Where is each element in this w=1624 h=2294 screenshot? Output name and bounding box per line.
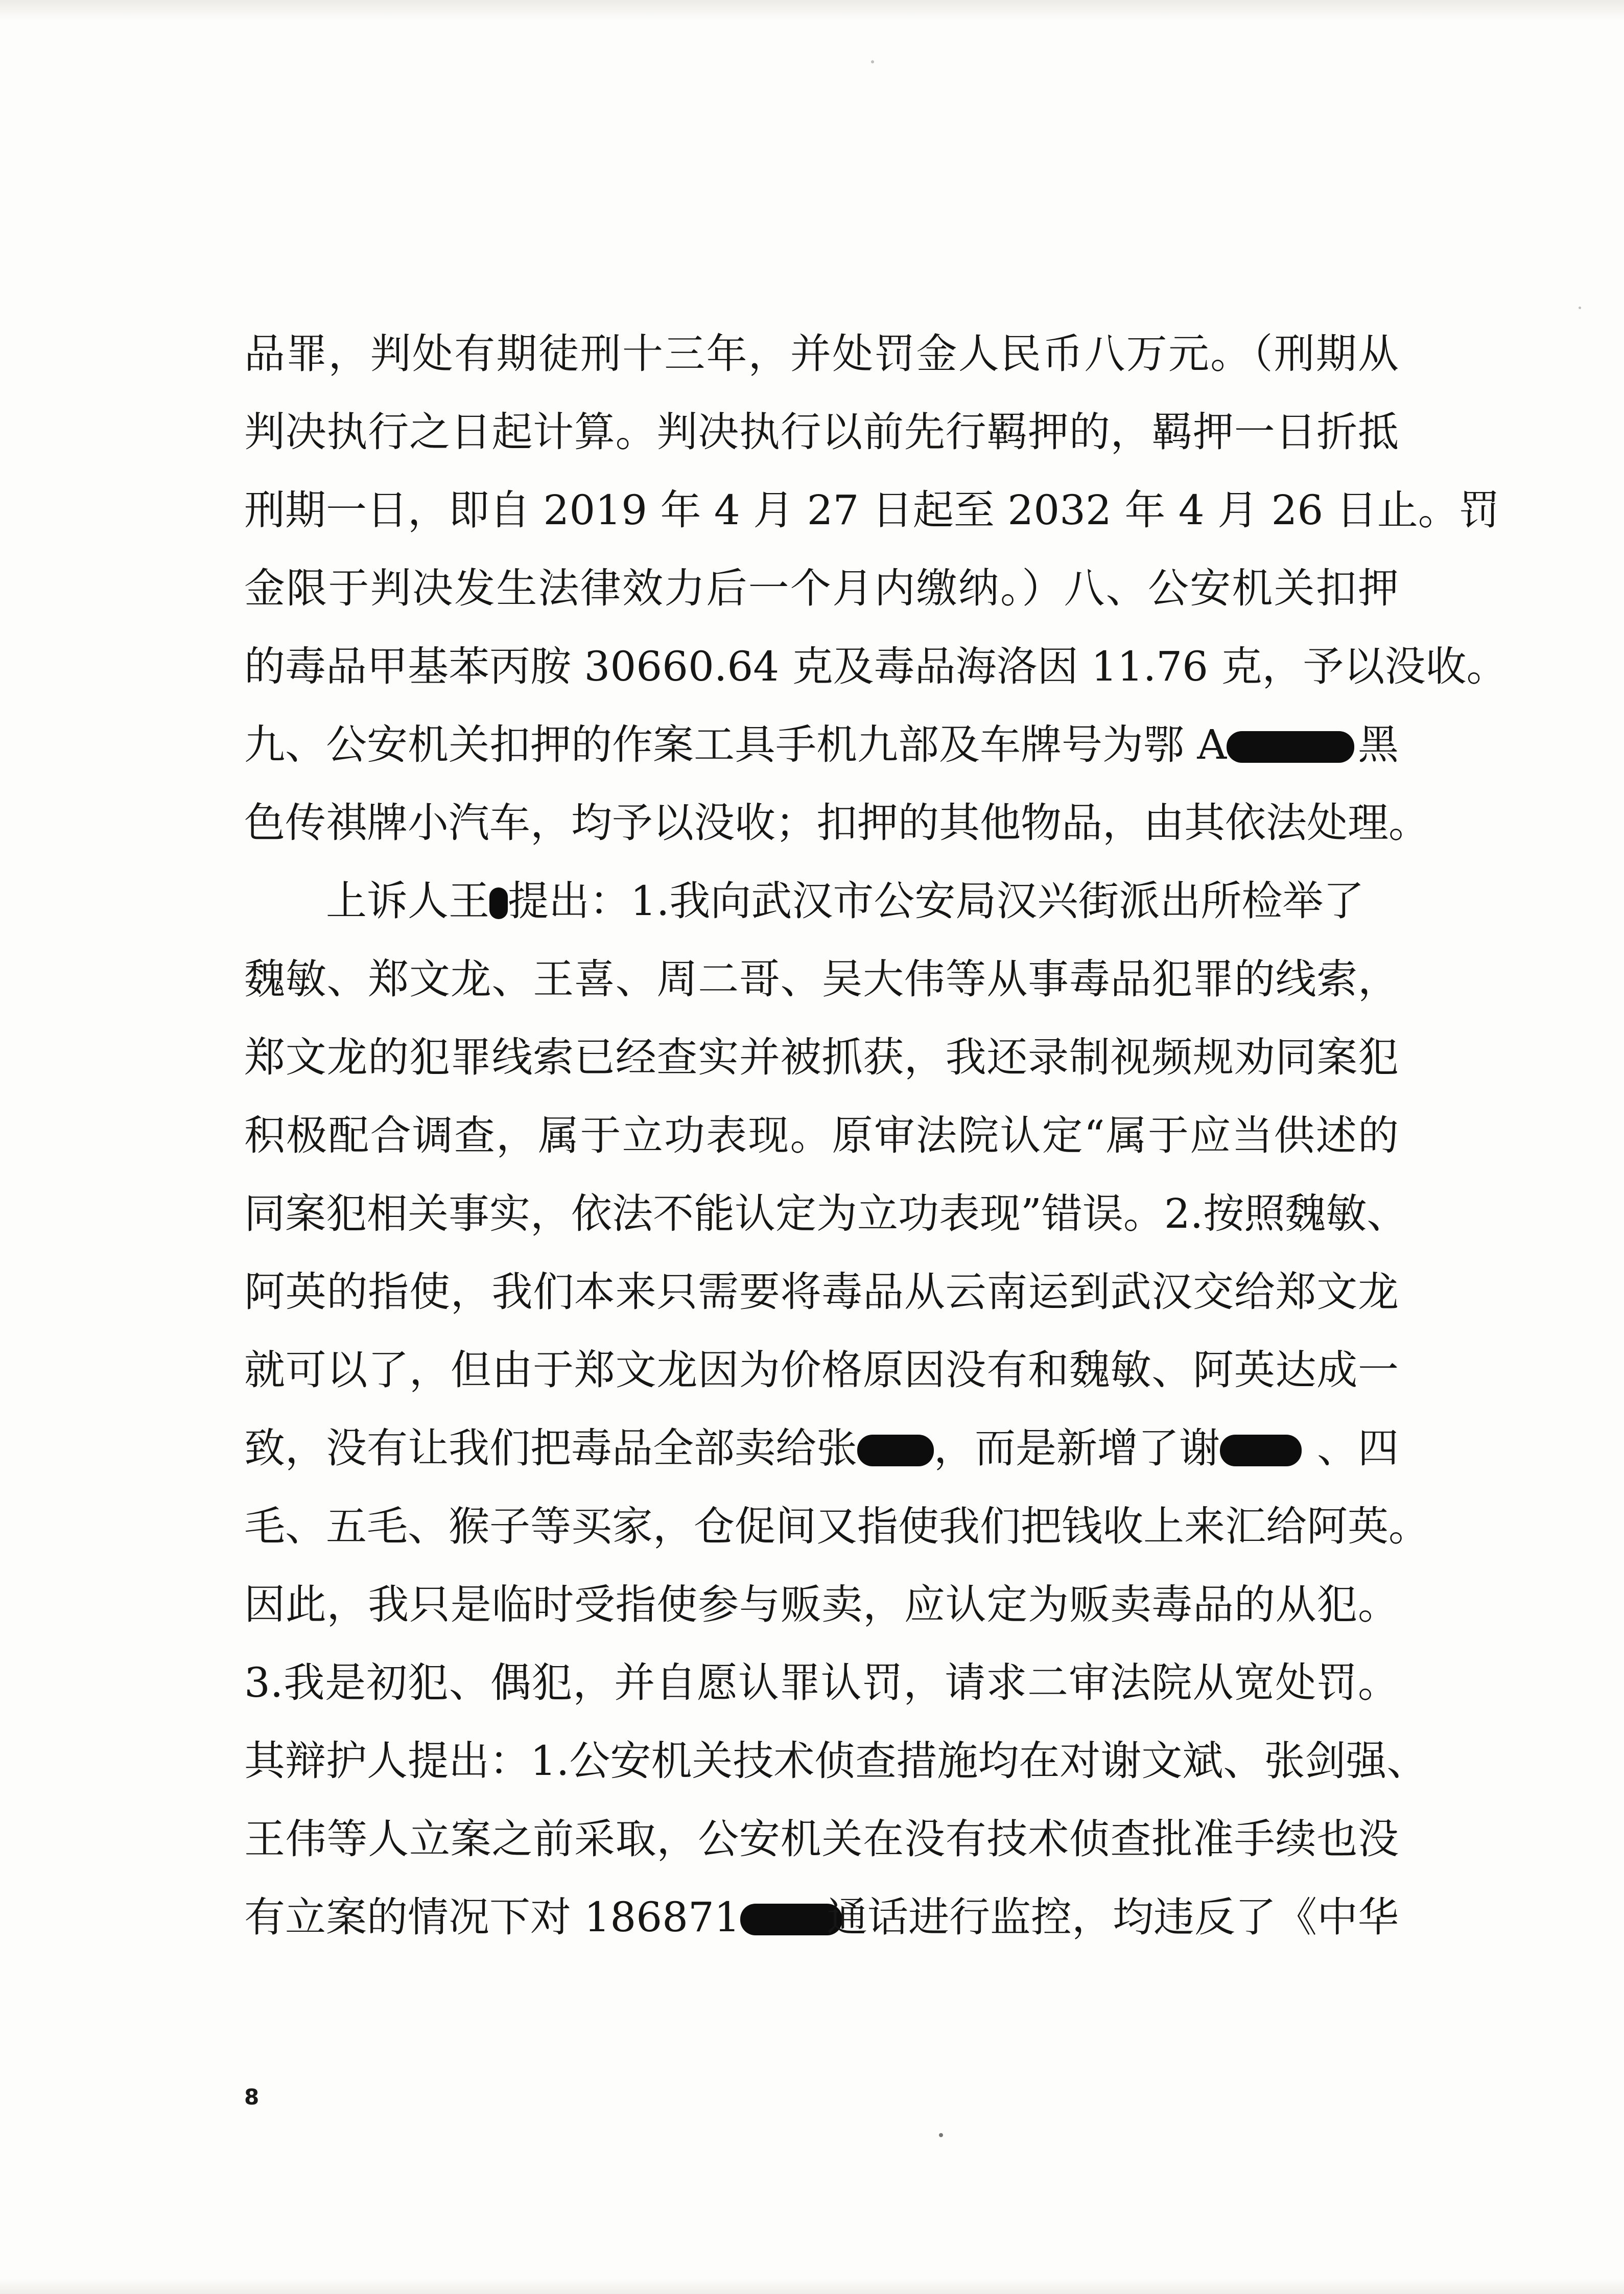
text-span: 上诉人王 [326, 877, 489, 925]
text-line: 王伟等人立案之前采取，公安机关在没有技术侦查批准手续也没 [244, 1815, 1399, 1863]
text-line: 刑期一日，即自 2019 年 4 月 27 日起至 2032 年 4 月 26 日止。罚 [244, 486, 1500, 534]
redaction-mark [1227, 731, 1354, 763]
text-line: 阿英的指使，我们本来只需要将毒品从云南运到武汉交给郑文龙 [244, 1268, 1399, 1316]
text-span: 、四 [1317, 1424, 1399, 1472]
text-span: 通话进行监控，均违反了《中华 [827, 1893, 1399, 1941]
text-line [244, 1878, 1399, 1956]
text-line [244, 1409, 1399, 1487]
text-line: 3.我是初犯、偶犯，并自愿认罪认罚，请求二审法院从宽处罚。 [244, 1659, 1399, 1706]
text-line: 其辩护人提出：1.公安机关技术侦查措施均在对谢文斌、张剑强、 [244, 1737, 1428, 1785]
scan-speck [939, 2133, 943, 2137]
text-line [244, 862, 1399, 940]
scan-bottom-edge [0, 2279, 1624, 2294]
body-text [244, 315, 1508, 1956]
text-span: 有立案的情况下对 186871 [244, 1893, 740, 1941]
text-span: 九、公安机关扣押的作案工具手机九部及车牌号为鄂 A [244, 721, 1227, 768]
scan-speck [1579, 307, 1581, 309]
text-line: 积极配合调查，属于立功表现。原审法院认定“属于应当供述的 [244, 1112, 1399, 1159]
text-line: 判决执行之日起计算。判决执行以前先行羁押的，羁押一日折抵 [244, 408, 1399, 456]
text-line: 品罪，判处有期徒刑十三年，并处罚金人民币八万元。（刑期从 [244, 330, 1399, 378]
text-span: ，而是新增了谢 [934, 1424, 1220, 1472]
scan-speck [871, 60, 874, 63]
text-line: 同案犯相关事实，依法不能认定为立功表现”错误。2.按照魏敏、 [244, 1190, 1408, 1237]
page-number: 8 [244, 2085, 260, 2110]
redaction-mark [1220, 1435, 1302, 1466]
text-line: 的毒品甲基苯丙胺 30660.64 克及毒品海洛因 11.76 克，予以没收。 [244, 643, 1508, 690]
scan-top-edge [0, 0, 1624, 20]
text-span: 黑 [1358, 721, 1399, 768]
text-span: 致，没有让我们把毒品全部卖给张 [244, 1424, 857, 1472]
text-line: 毛、五毛、猴子等买家，仓促间又指使我们把钱收上来汇给阿英。 [244, 1503, 1429, 1550]
text-span: 提出：1.我向武汉市公安局汉兴街派出所检举了 [508, 877, 1364, 925]
text-line: 郑文龙的犯罪线索已经查实并被抓获，我还录制视频规劝同案犯 [244, 1034, 1399, 1081]
text-line: 色传祺牌小汽车，均予以没收；扣押的其他物品，由其依法处理。 [244, 799, 1429, 847]
text-line [244, 706, 1399, 784]
text-line: 因此，我只是临时受指使参与贩卖，应认定为贩卖毒品的从犯。 [244, 1581, 1399, 1628]
redaction-mark [857, 1435, 934, 1466]
text-line: 就可以了，但由于郑文龙因为价格原因没有和魏敏、阿英达成一 [244, 1346, 1399, 1394]
redaction-mark [489, 887, 508, 919]
text-line: 魏敏、郑文龙、王喜、周二哥、吴大伟等从事毒品犯罪的线索， [244, 955, 1399, 1003]
text-line: 金限于判决发生法律效力后一个月内缴纳。）八、公安机关扣押 [244, 565, 1399, 612]
